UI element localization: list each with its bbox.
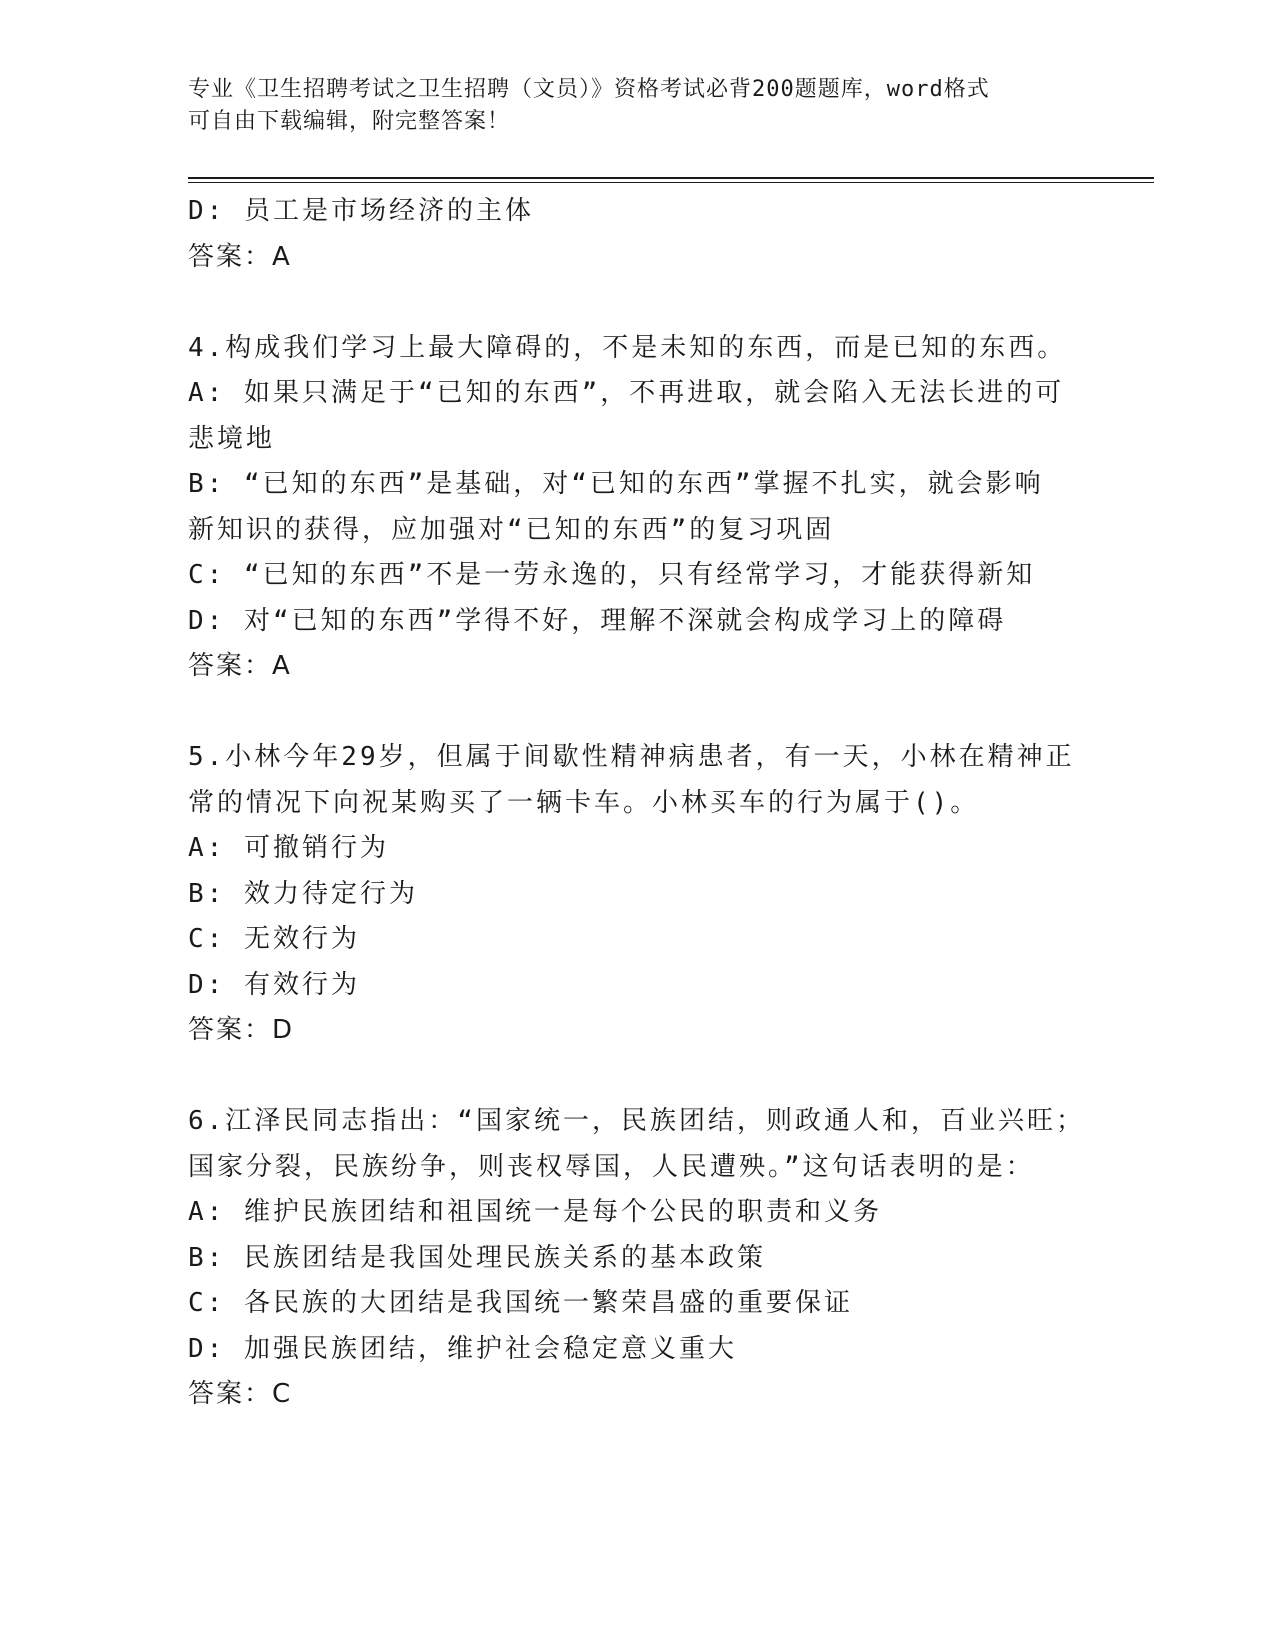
q4-stem: 4.构成我们学习上最大障碍的，不是未知的东西，而是已知的东西。 xyxy=(188,332,1067,363)
header-line-1: 专业《卫生招聘考试之卫生招聘（文员）》资格考试必背200题题库，word格式 xyxy=(188,77,990,102)
header-rule-thick xyxy=(188,177,1154,179)
q4-option-b-line-2: 新知识的获得，应加强对“已知的东西”的复习巩固 xyxy=(188,514,835,545)
spacer xyxy=(188,690,1088,736)
q3-answer xyxy=(188,235,1088,281)
q5-stem-line-2: 常的情况下向祝某购买了一辆卡车。小林买车的行为属于()。 xyxy=(188,787,980,818)
q6-option-d: D: 加强民族团结，维护社会稳定意义重大 xyxy=(188,1333,737,1364)
answer-value: D xyxy=(272,1015,295,1045)
q6-option-c: C: 各民族的大团结是我国统一繁荣昌盛的重要保证 xyxy=(188,1288,853,1318)
header-line-2: 可自由下载编辑，附完整答案！ xyxy=(188,109,511,134)
q4-option-d: D: 对“已知的东西”学得不好，理解不深就会构成学习上的障碍 xyxy=(188,605,1007,636)
q6-stem-line-1: 6.江泽民同志指出：“国家统一，民族团结，则政通人和，百业兴旺； xyxy=(188,1106,1085,1136)
q5-option-b: B: 效力待定行为 xyxy=(188,878,418,909)
answer-value: A xyxy=(272,651,292,681)
answer-label: 答案： xyxy=(188,1015,273,1045)
answer-label: 答案： xyxy=(188,1379,273,1409)
answer-value: A xyxy=(272,241,292,272)
q4-option-b-line-1: B: “已知的东西”是基础，对“已知的东西”掌握不扎实，就会影响 xyxy=(188,469,1044,499)
q5-answer xyxy=(188,1008,1088,1054)
q6-answer xyxy=(188,1372,1088,1418)
q3-option-d: D: 员工是市场经济的主体 xyxy=(188,196,534,226)
spacer xyxy=(188,280,1088,326)
q4-option-c: C: “已知的东西”不是一劳永逸的，只有经常学习，才能获得新知 xyxy=(188,560,1036,590)
answer-label: 答案： xyxy=(188,241,273,272)
answer-value: C xyxy=(272,1379,293,1409)
header-rule-thin xyxy=(188,182,1154,183)
q5-option-d: D: 有效行为 xyxy=(188,969,360,1000)
q5-option-c: C: 无效行为 xyxy=(188,924,360,954)
document-header xyxy=(188,74,1088,138)
q4-option-a-line-1: A: 如果只满足于“已知的东西”，不再进取，就会陷入无法长进的可 xyxy=(188,378,1065,408)
q6-stem-line-2: 国家分裂，民族纷争，则丧权辱国，人民遭殃。”这句话表明的是： xyxy=(188,1151,1035,1182)
q4-answer xyxy=(188,644,1088,690)
question-list xyxy=(188,189,1088,1418)
spacer xyxy=(188,1054,1088,1100)
q5-stem-line-1: 5.小林今年29岁，但属于间歇性精神病患者，有一天，小林在精神正 xyxy=(188,742,1075,772)
q5-option-a: A: 可撤销行为 xyxy=(188,833,389,863)
q6-option-b: B: 民族团结是我国处理民族关系的基本政策 xyxy=(188,1242,766,1273)
answer-label: 答案： xyxy=(188,651,273,681)
q6-option-a: A: 维护民族团结和祖国统一是每个公民的职责和义务 xyxy=(188,1197,882,1227)
q4-option-a-line-2: 悲境地 xyxy=(188,423,276,454)
